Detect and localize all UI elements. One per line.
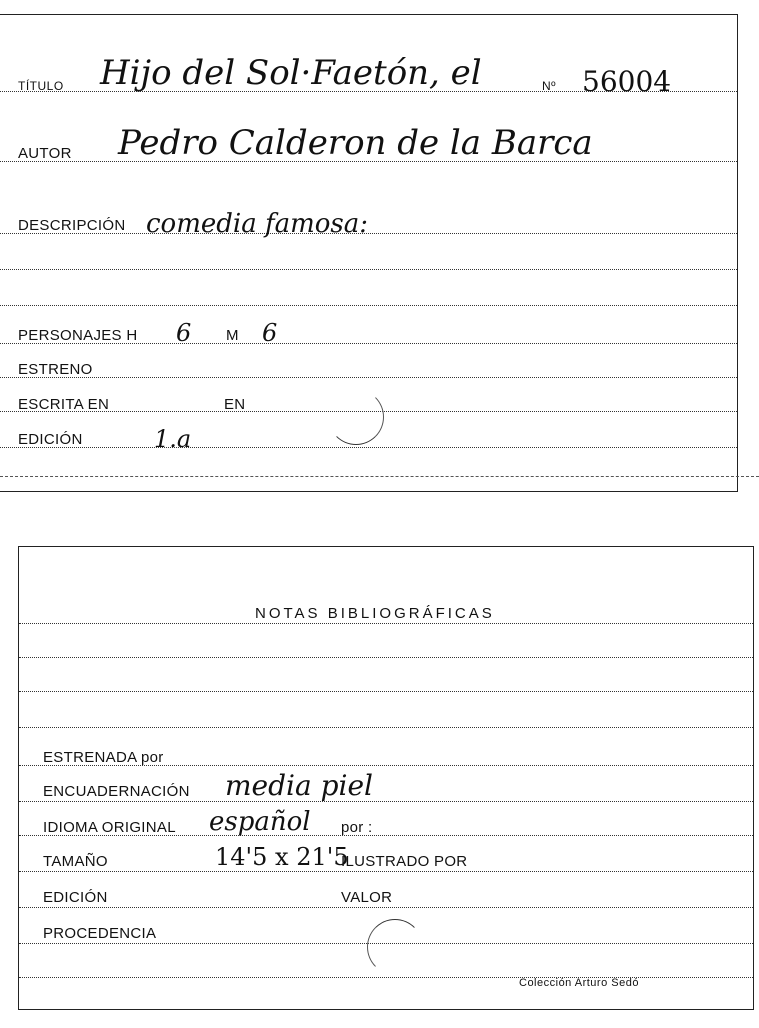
notas-line (19, 623, 753, 624)
estrenada-label: ESTRENADA por (43, 749, 164, 766)
front-card (0, 14, 738, 492)
notas-line (19, 657, 753, 658)
edicion-label: EDICIÓN (18, 431, 83, 448)
notas-line (19, 727, 753, 728)
autor-label: AUTOR (18, 145, 72, 162)
personajes-m-label: M (226, 327, 239, 344)
faded-stamp (367, 919, 423, 975)
encuadernacion-label: ENCUADERNACIÓN (43, 783, 190, 800)
numero-label: Nº (542, 79, 557, 93)
titulo-label: TÍTULO (18, 79, 64, 93)
back-card (18, 546, 754, 1010)
idioma-por-label: por : (341, 819, 373, 836)
cut-line (0, 476, 759, 477)
faded-stamp (328, 389, 384, 445)
edicion-back-line (19, 907, 753, 908)
procedencia-label: PROCEDENCIA (43, 925, 157, 942)
tamano-value: 14'5 x 21'5 (215, 843, 349, 871)
tamano-label: TAMAÑO (43, 853, 108, 870)
notas-line (19, 691, 753, 692)
valor-label: VALOR (341, 889, 393, 906)
escrita-en-label: ESCRITA EN (18, 396, 110, 413)
estreno-line (0, 377, 737, 378)
personajes-m-value: 6 (262, 319, 278, 347)
blank-line (19, 977, 753, 978)
estreno-label: ESTRENO (18, 361, 93, 378)
descripcion-value: comedia famosa: (146, 209, 369, 239)
edicion-line (0, 447, 737, 448)
escrita-en-second-label: EN (224, 396, 246, 413)
autor-value: Pedro Calderon de la Barca (118, 123, 593, 163)
ilustrado-label: ILUSTRADO POR (341, 853, 468, 870)
personajes-h-value: 6 (176, 319, 192, 347)
coleccion-footer: Colección Arturo Sedó (519, 977, 639, 989)
encuadernacion-line (19, 801, 753, 802)
blank-line (0, 269, 737, 270)
idioma-value: español (209, 807, 311, 837)
edicion-back-label: EDICIÓN (43, 889, 108, 906)
titulo-value: Hijo del Sol·Faetón, el (100, 53, 482, 93)
idioma-label: IDIOMA ORIGINAL (43, 819, 176, 836)
tamano-line (19, 871, 753, 872)
encuadernacion-value: media piel (225, 769, 373, 802)
blank-line (0, 305, 737, 306)
numero-value: 56004 (582, 65, 672, 98)
personajes-label: PERSONAJES H (18, 327, 138, 344)
notas-heading: NOTAS BIBLIOGRÁFICAS (255, 605, 495, 622)
edicion-value: 1.a (154, 425, 192, 453)
descripcion-label: DESCRIPCIÓN (18, 217, 126, 234)
